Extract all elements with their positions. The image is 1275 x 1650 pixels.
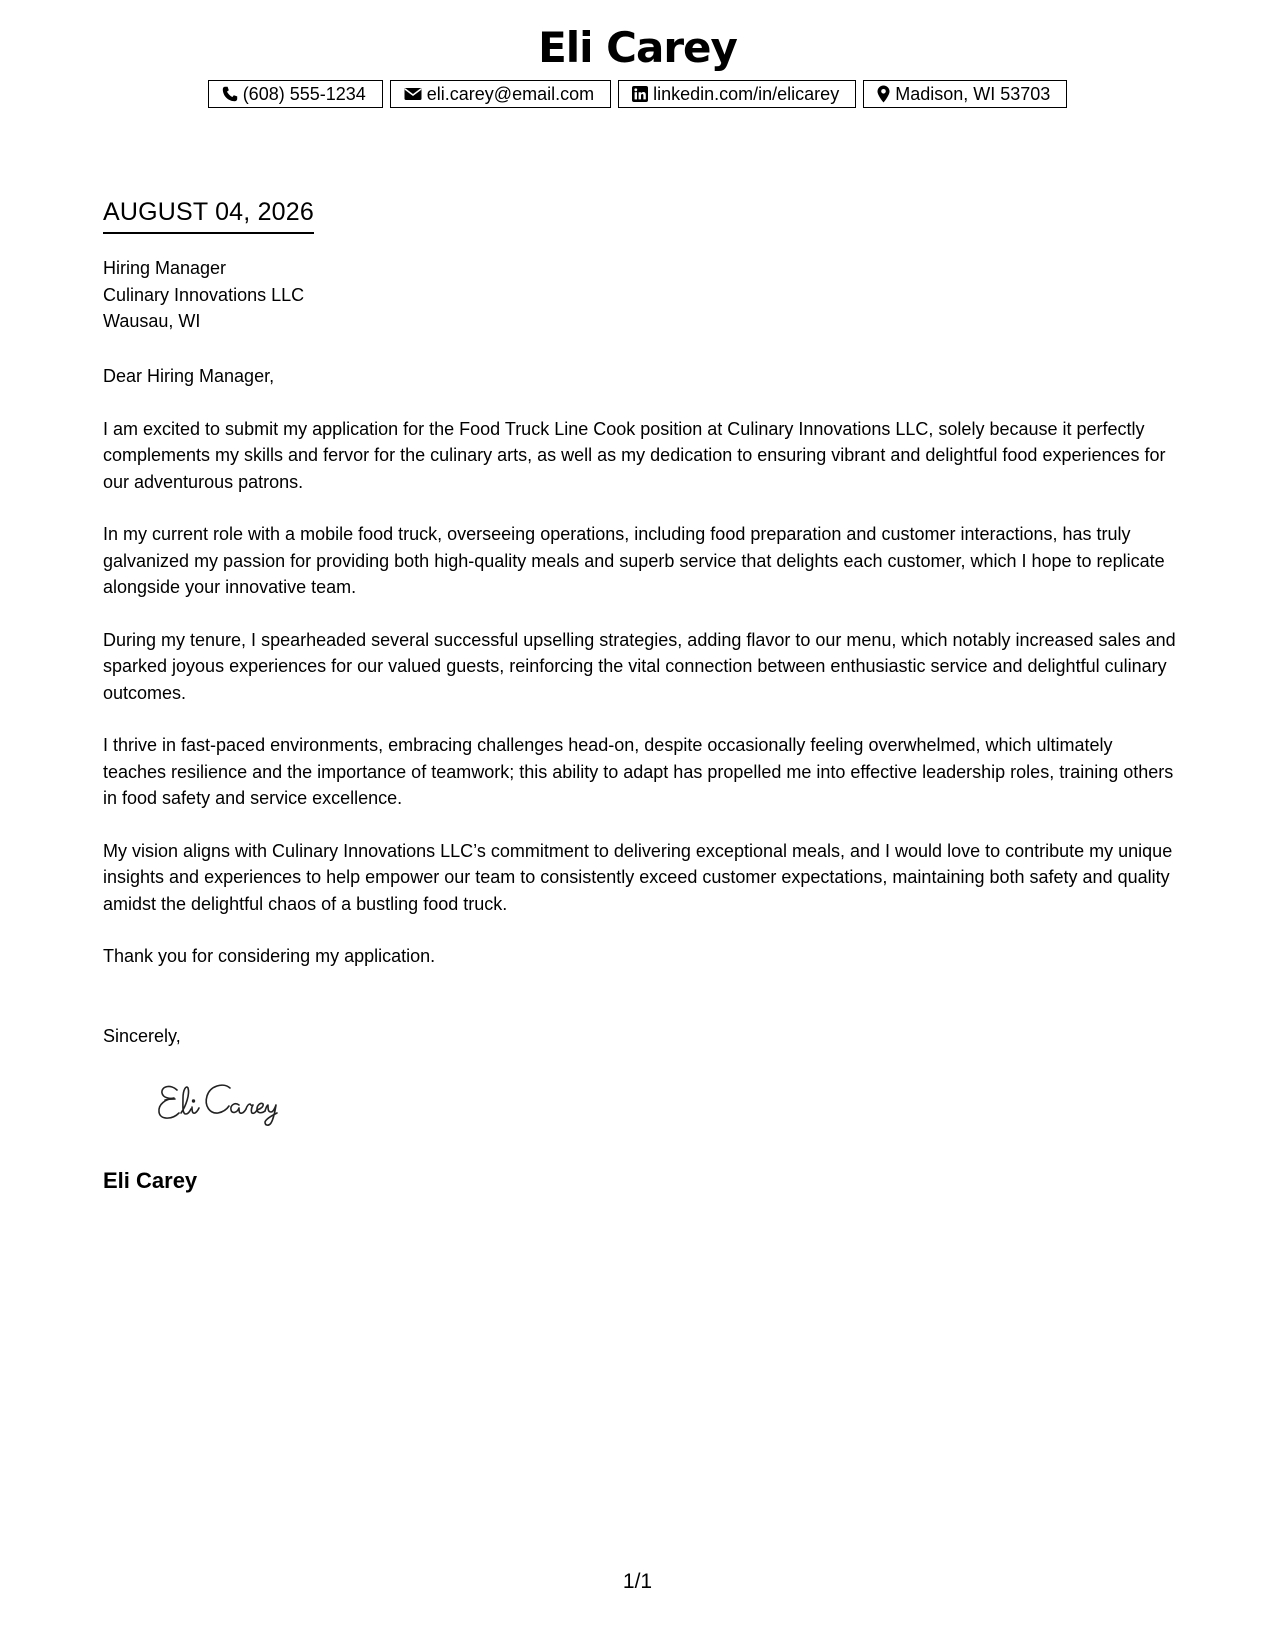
closing: Sincerely, — [103, 1026, 181, 1046]
salutation: Dear Hiring Manager, — [103, 366, 275, 386]
contact-email-text: eli.carey@email.com — [426, 84, 595, 104]
page-number: 1/1 — [622, 1570, 653, 1593]
contact-linkedin-text: linkedin.com/in/elicarey — [653, 84, 840, 104]
letter-body — [103, 363, 1178, 996]
body-paragraph: My vision aligns with Culinary Innovations LLC’s commitment to delivering exceptional meals, and I would love to contribute my unique insights and experiences to help empower our team to consistently exceed customer expectations, maintaining both safety and quality amidst the delightful chaos of a bustling food truck. — [103, 840, 1173, 914]
recipient-location: Wausau, WI — [103, 311, 201, 331]
contact-phone[interactable] — [208, 80, 383, 108]
body-paragraph: During my tenure, I spearheaded several successful upselling strategies, adding flavor to our menu, which notably increased sales and sparked joyous experiences for our valued guests, reinforcing the vital connection between enthusiastic service and delightful culinary outcomes. — [103, 629, 1176, 703]
body-paragraph-thanks: Thank you for considering my application. — [103, 946, 436, 966]
envelope-icon — [404, 87, 422, 101]
recipient-title: Hiring Manager — [103, 258, 227, 278]
letter-date: AUGUST 04, 2026 — [103, 196, 314, 234]
signer-name: Eli Carey — [103, 1168, 198, 1193]
body-paragraph: I thrive in fast-paced environments, embracing challenges head-on, despite occasionally feeling overwhelmed, which ultimately teaches resilience and the importance of teamwork; this ability to adapt has propelled me into effective leadership roles, training others in food safety and service excellence. — [103, 735, 1174, 808]
contact-location-text: Madison, WI 53703 — [895, 84, 1051, 104]
contact-phone-text: (608) 555-1234 — [242, 84, 366, 104]
contact-location[interactable] — [863, 80, 1067, 108]
map-pin-icon — [877, 85, 890, 103]
contact-info-row — [0, 80, 1275, 108]
handwritten-signature — [155, 1078, 305, 1135]
recipient-block — [103, 255, 304, 335]
body-paragraph: I am excited to submit my application for the Food Truck Line Cook position at Culinary Innovations LLC, solely because it perfectly complements my skills and fervor for the culinary arts, as well as my dedication to ensuring vibrant and delightful food experiences for our adventurous patrons. — [103, 418, 1166, 492]
contact-linkedin[interactable] — [618, 80, 856, 108]
linkedin-icon — [632, 86, 648, 102]
phone-icon — [222, 86, 238, 102]
body-paragraph: In my current role with a mobile food truck, overseeing operations, including food preparation and customer interactions, has truly galvanized my passion for providing both high-quality meals and superb service that delights each customer, which I hope to replicate alongside your innovative team. — [103, 524, 1165, 597]
applicant-name-heading: Eli Carey — [538, 23, 737, 72]
recipient-company: Culinary Innovations LLC — [103, 284, 305, 305]
contact-email[interactable] — [390, 80, 611, 108]
